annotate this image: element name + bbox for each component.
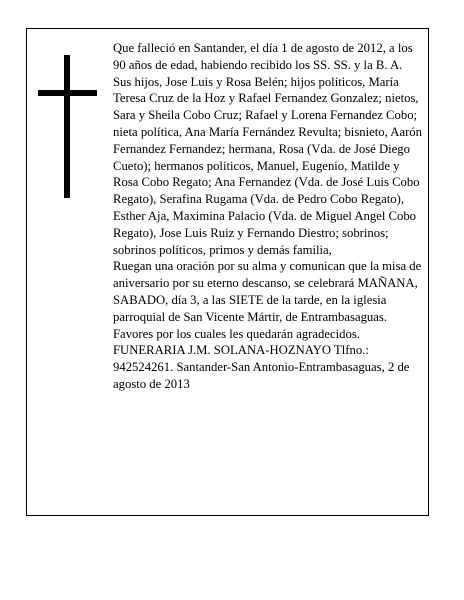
obituary-funeral-home: FUNERARIA J.M. SOLANA-HOZNAYO Tlfno.: 942524261. Santander-San Antonio-Entrambasaguas, 2 de agosto de 2013	[113, 343, 410, 391]
obituary-death-statement: Que falleció en Santander, el día 1 de agosto de 2012, a los 90 años de edad, habiendo recibido los SS. SS. y la B. A.	[113, 41, 413, 72]
cross-vertical-bar	[64, 55, 70, 198]
obituary-family-list: Sus hijos, Jose Luis y Rosa Belén; hijos políticos, María Teresa Cruz de la Hoz y Rafael Fernandez Gonzalez; nietos, Sara y Sheila Cobo Cruz; Rafael y Lorena Fernandez Cobo; nieta política, Ana María Fernández Revulta; bisnieto, Aarón Fernandez Fernandez; hermana, Rosa (Vda. de José Diego Cueto); hermanos políticos, Manuel, Eugenio, Matilde y Rosa Cobo Regato; Ana Fernandez (Vda. de José Luis Cobo Regato), Serafina Rugama (Vda. de Pedro Cobo Regato), Esther Aja, Maximina Palacio (Vda. de Miguel Angel Cobo Regato), Jose Luis Ruiz y Fernando Diestro; sobrinos; sobrinos políticos, primos y demás familia,	[113, 74, 422, 257]
obituary-mass-announcement: Ruegan una oración por su alma y comunican que la misa de aniversario por su eterno descanso, se celebrará MAÑANA, SABADO, día 3, a las SIETE de la tarde, en la iglesia parroquial de San Vicente Mártir, de Entrambasaguas. Favores por los cuales les quedarán agradecidos.	[113, 259, 422, 341]
cross-icon	[38, 55, 97, 198]
cross-horizontal-bar	[38, 90, 97, 96]
obituary-text	[113, 40, 423, 393]
